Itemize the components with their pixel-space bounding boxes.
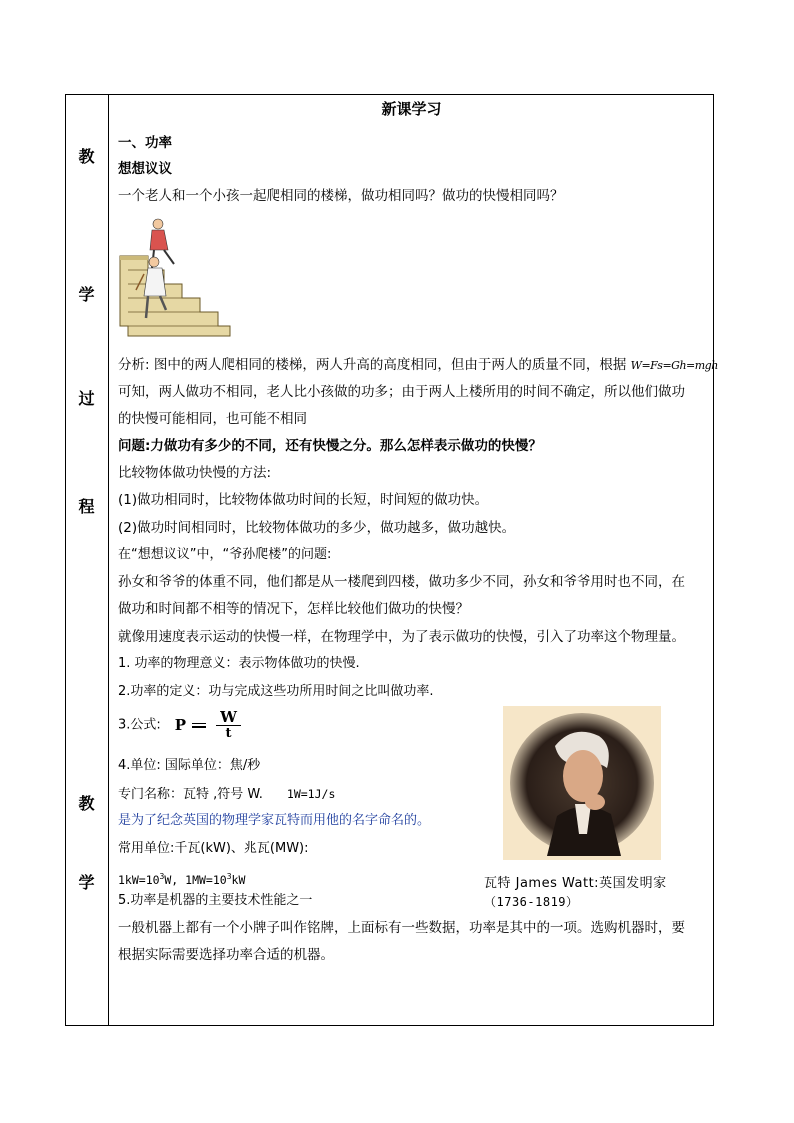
portrait-caption-2: （1736-1819） [484,895,579,909]
page-title: 新课学习 [381,100,442,118]
analysis-line-1: 分析: 图中的两人爬相同的楼梯，两人升高的高度相同，但由于两人的质量不同，根据 W=Fs=Gh=mgh [118,357,718,373]
side-label: 学 [78,873,95,892]
stair-climbing-illustration [118,214,232,338]
method-2: (2)做功时间相同时，比较物体做功的多少，做功越多，做功越快。 [118,520,516,536]
analysis-line-2: 可知，两人做功不相同，老人比小孩做的功多；由于两人上楼所用的时间不确定，所以他们做功 [118,384,685,400]
paragraph-5: 根据实际需要选择功率合适的机器。 [118,947,334,963]
common-units: 常用单位:千瓦(kW)、兆瓦(MW): [118,841,309,856]
item-3-formula: 3.公式: P $\frac{W}{t}$ [118,708,241,743]
column-divider [108,94,109,1026]
method-1: (1)做功相同时，比较物体做功时间的长短，时间短的做功快。 [118,492,489,508]
analysis-line-3: 的快慢可能相同，也可能不相同 [118,411,307,427]
item-5: 5.功率是机器的主要技术性能之一 [118,893,313,908]
paragraph-4: 一般机器上都有一个小牌子叫作铭牌，上面标有一些数据，功率是其中的一项。选购机器时，要 [118,920,685,936]
side-label: 过 [78,389,95,408]
side-label: 学 [78,285,95,304]
quote-intro: 在“想想议议”中，“爷孙爬楼”的问题: [118,547,332,562]
side-label: 教 [78,147,95,166]
james-watt-portrait [503,706,661,860]
special-name: 专门名称：瓦特 ,符号 W. 1W=1J/s [118,787,336,802]
section-heading: 一、功率 [118,135,172,151]
problem-text: 问题:力做功有多少的不同，还有快慢之分。那么怎样表示做功的快慢？ [118,438,542,454]
item-1: 1. 功率的物理意义：表示物体做功的快慢. [118,656,360,671]
paragraph-2: 做功和时间都不相等的情况下，怎样比较他们做功的快慢？ [118,601,469,617]
naming-note: 是为了纪念英国的物理学家瓦特而用他的名字命名的。 [118,813,431,828]
methods-intro: 比较物体做功快慢的方法: [118,465,272,481]
unit-conversions: $1kW=10^3W$, $1MW=10^3kW$ [118,872,246,887]
item-2: 2.功率的定义：功与完成这些功所用时间之比叫做功率. [118,684,434,699]
formula-fraction: $\frac{W}{t}$ [216,709,241,742]
equals-sign [192,721,206,730]
formula-lhs: P [174,716,187,734]
side-label: 程 [78,497,95,516]
subheading: 想想议议 [118,161,172,177]
work-formula: W=Fs=Gh=mgh [630,359,718,372]
question-text: 一个老人和一个小孩一起爬相同的楼梯，做功相同吗？做功的快慢相同吗？ [118,188,564,204]
paragraph-1: 孙女和爷爷的体重不同，他们都是从一楼爬到四楼，做功多少不同，孙女和爷爷用时也不同，在 [118,574,685,590]
side-label: 教 [78,794,95,813]
paragraph-3: 就像用速度表示运动的快慢一样，在物理学中，为了表示做功的快慢，引入了功率这个物理量。 [118,629,685,645]
portrait-caption-1: 瓦特 James Watt:英国发明家 [484,876,667,891]
item-4: 4.单位: 国际单位：焦/秒 [118,758,261,773]
